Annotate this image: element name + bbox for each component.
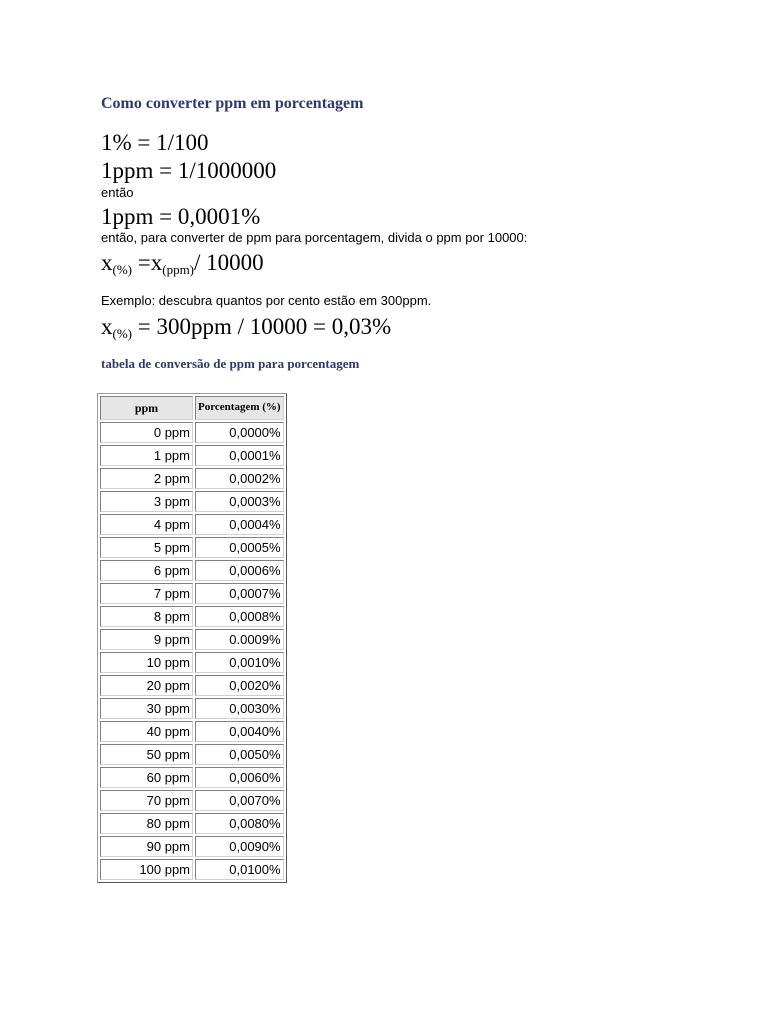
example-x: x (101, 314, 113, 339)
cell-ppm: 30 ppm (100, 698, 193, 719)
table-row (100, 537, 284, 558)
formula-x: x (101, 250, 113, 275)
formula-equals-x: =x (132, 250, 163, 275)
cell-percent: 0.0009% (195, 629, 284, 650)
conversion-table (97, 393, 287, 883)
then-text: então (101, 185, 134, 200)
table-row (100, 652, 284, 673)
cell-ppm: 0 ppm (100, 422, 193, 443)
cell-ppm: 20 ppm (100, 675, 193, 696)
example-text: Exemplo: descubra quantos por cento estão em 300ppm. (101, 293, 432, 308)
example-sub-percent: (%) (112, 326, 132, 341)
table-row (100, 767, 284, 788)
cell-percent: 0,0005% (195, 537, 284, 558)
cell-percent: 0,0007% (195, 583, 284, 604)
cell-ppm: 5 ppm (100, 537, 193, 558)
table-row (100, 560, 284, 581)
table-row (100, 491, 284, 512)
table-header-row (100, 396, 284, 420)
cell-ppm: 90 ppm (100, 836, 193, 857)
table-row (100, 606, 284, 627)
page-title: Como converter ppm em porcentagem (101, 95, 364, 112)
cell-percent: 0,0010% (195, 652, 284, 673)
cell-ppm: 60 ppm (100, 767, 193, 788)
table-row (100, 422, 284, 443)
cell-percent: 0,0060% (195, 767, 284, 788)
table-row (100, 698, 284, 719)
cell-ppm: 70 ppm (100, 790, 193, 811)
cell-percent: 0,0050% (195, 744, 284, 765)
cell-percent: 0,0070% (195, 790, 284, 811)
table-row (100, 859, 284, 880)
ppm-definition: 1ppm = 1/1000000 (101, 158, 277, 183)
cell-percent: 0,0001% (195, 445, 284, 466)
table-row (100, 629, 284, 650)
cell-percent: 0,0020% (195, 675, 284, 696)
table-row (100, 583, 284, 604)
table-row (100, 744, 284, 765)
cell-ppm: 10 ppm (100, 652, 193, 673)
cell-ppm: 4 ppm (100, 514, 193, 535)
cell-percent: 0,0006% (195, 560, 284, 581)
cell-percent: 0,0000% (195, 422, 284, 443)
table-row (100, 836, 284, 857)
cell-ppm: 7 ppm (100, 583, 193, 604)
table-row (100, 445, 284, 466)
conversion-instruction: então, para converter de ppm para porcentagem, divida o ppm por 10000: (101, 230, 528, 245)
example-result: = 300ppm / 10000 = 0,03% (132, 314, 392, 339)
ppm-percent-equivalence: 1ppm = 0,0001% (101, 204, 261, 229)
table-title: tabela de conversão de ppm para porcentagem (101, 356, 360, 371)
cell-percent: 0,0002% (195, 468, 284, 489)
cell-ppm: 2 ppm (100, 468, 193, 489)
cell-percent: 0,0080% (195, 813, 284, 834)
percent-definition: 1% = 1/100 (101, 130, 209, 155)
cell-percent: 0,0030% (195, 698, 284, 719)
cell-ppm: 40 ppm (100, 721, 193, 742)
cell-percent: 0,0004% (195, 514, 284, 535)
cell-ppm: 9 ppm (100, 629, 193, 650)
table-row (100, 721, 284, 742)
table-body (100, 422, 284, 880)
cell-percent: 0,0008% (195, 606, 284, 627)
formula-sub-percent: (%) (112, 262, 132, 277)
cell-percent: 0,0003% (195, 491, 284, 512)
column-header-percent: Porcentagem (%) (195, 396, 284, 420)
table-row (100, 675, 284, 696)
table-row (100, 790, 284, 811)
example-formula (101, 314, 391, 347)
table-row (100, 514, 284, 535)
cell-percent: 0,0100% (195, 859, 284, 880)
formula-divisor: / 10000 (194, 250, 264, 275)
cell-ppm: 100 ppm (100, 859, 193, 880)
table-row (100, 813, 284, 834)
cell-ppm: 80 ppm (100, 813, 193, 834)
column-header-ppm: ppm (100, 396, 193, 420)
cell-ppm: 6 ppm (100, 560, 193, 581)
cell-ppm: 50 ppm (100, 744, 193, 765)
cell-percent: 0,0040% (195, 721, 284, 742)
cell-ppm: 1 ppm (100, 445, 193, 466)
cell-percent: 0,0090% (195, 836, 284, 857)
conversion-table-container (97, 393, 287, 883)
conversion-formula (101, 250, 264, 283)
cell-ppm: 8 ppm (100, 606, 193, 627)
cell-ppm: 3 ppm (100, 491, 193, 512)
table-row (100, 468, 284, 489)
formula-sub-ppm: (ppm) (162, 262, 195, 277)
